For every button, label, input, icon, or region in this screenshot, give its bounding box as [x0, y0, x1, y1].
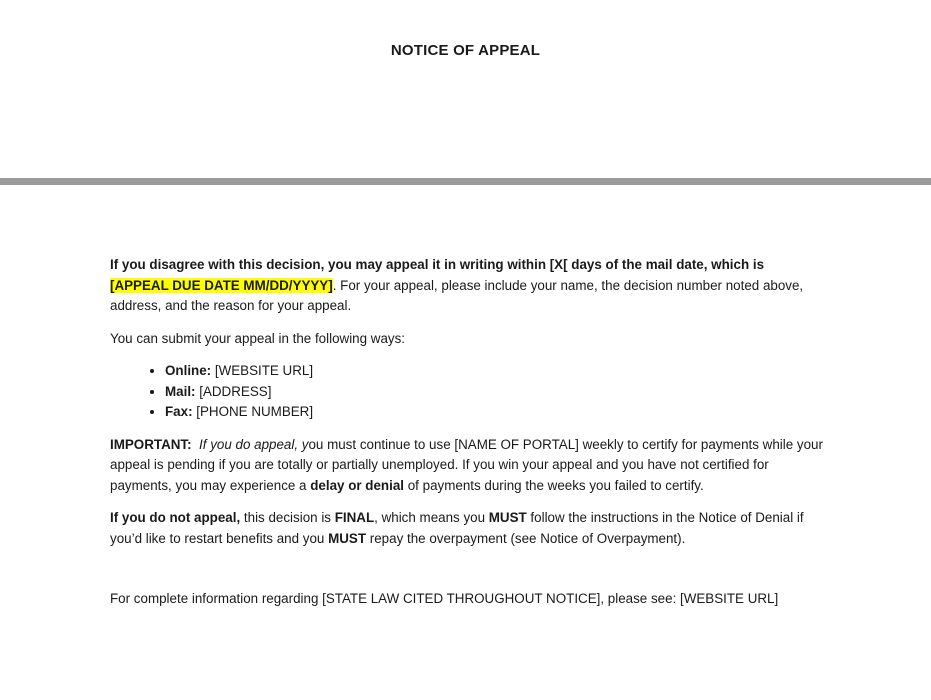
important-italic: If you do appeal, y [199, 436, 309, 452]
must-word-2: MUST [328, 530, 367, 546]
method-value: [PHONE NUMBER] [192, 404, 314, 419]
important-text-2: of payments during the weeks you failed to certify. [404, 477, 704, 493]
no-appeal-lead: If you do not appeal, [110, 510, 241, 525]
appeal-deadline-lead: If you disagree with this decision, you may appeal it in writing within [X[ days of the mail date, which is [110, 257, 765, 272]
appeal-deadline-paragraph [110, 255, 825, 317]
no-appeal-text-3: follow the instructions in the Notice of Denial if you’d like to restart benefits and you [110, 510, 804, 546]
list-item-mail [165, 382, 825, 403]
notice-body [110, 255, 825, 622]
no-appeal-paragraph [110, 508, 825, 549]
appeal-instructions-text: . For your appeal, please include your name, the decision number noted above, address, and the reason for your appeal. [110, 277, 804, 313]
method-value: [ADDRESS] [195, 383, 272, 399]
delay-denial-phrase: delay or denial [310, 477, 405, 493]
important-label: IMPORTANT: [110, 436, 192, 452]
important-paragraph [110, 435, 825, 497]
list-item-fax [165, 402, 825, 423]
important-text-1: ou must continue to use [NAME OF PORTAL] weekly to certify for payments while your appeal is pending if you are totally or partially unemployed. If you win your appeal and you have not certified for payments, you may experience a [110, 436, 823, 493]
method-value: [WEBSITE URL] [211, 363, 314, 378]
list-item-online [165, 361, 825, 382]
must-word-1: MUST [488, 510, 527, 525]
submission-intro: You can submit your appeal in the following ways: [110, 330, 406, 346]
appeal-due-date-highlight: [APPEAL DUE DATE MM/DD/YYYY] [110, 277, 333, 293]
no-appeal-text-1: this decision is [240, 510, 335, 525]
horizontal-divider [0, 178, 931, 185]
final-word: FINAL [334, 510, 375, 525]
page-title: NOTICE OF APPEAL [390, 42, 541, 59]
no-appeal-text-4: repay the overpayment (see Notice of Overpayment). [366, 530, 686, 546]
method-label: Mail: [165, 383, 196, 399]
method-label: Online: [165, 363, 212, 378]
no-appeal-text-2: , which means you [374, 510, 489, 525]
footer-reference: For complete information regarding [STATE LAW CITED THROUGHOUT NOTICE], please see: [WEBSITE URL] [110, 591, 779, 606]
method-label: Fax: [165, 404, 193, 419]
submission-methods-list [110, 361, 825, 423]
